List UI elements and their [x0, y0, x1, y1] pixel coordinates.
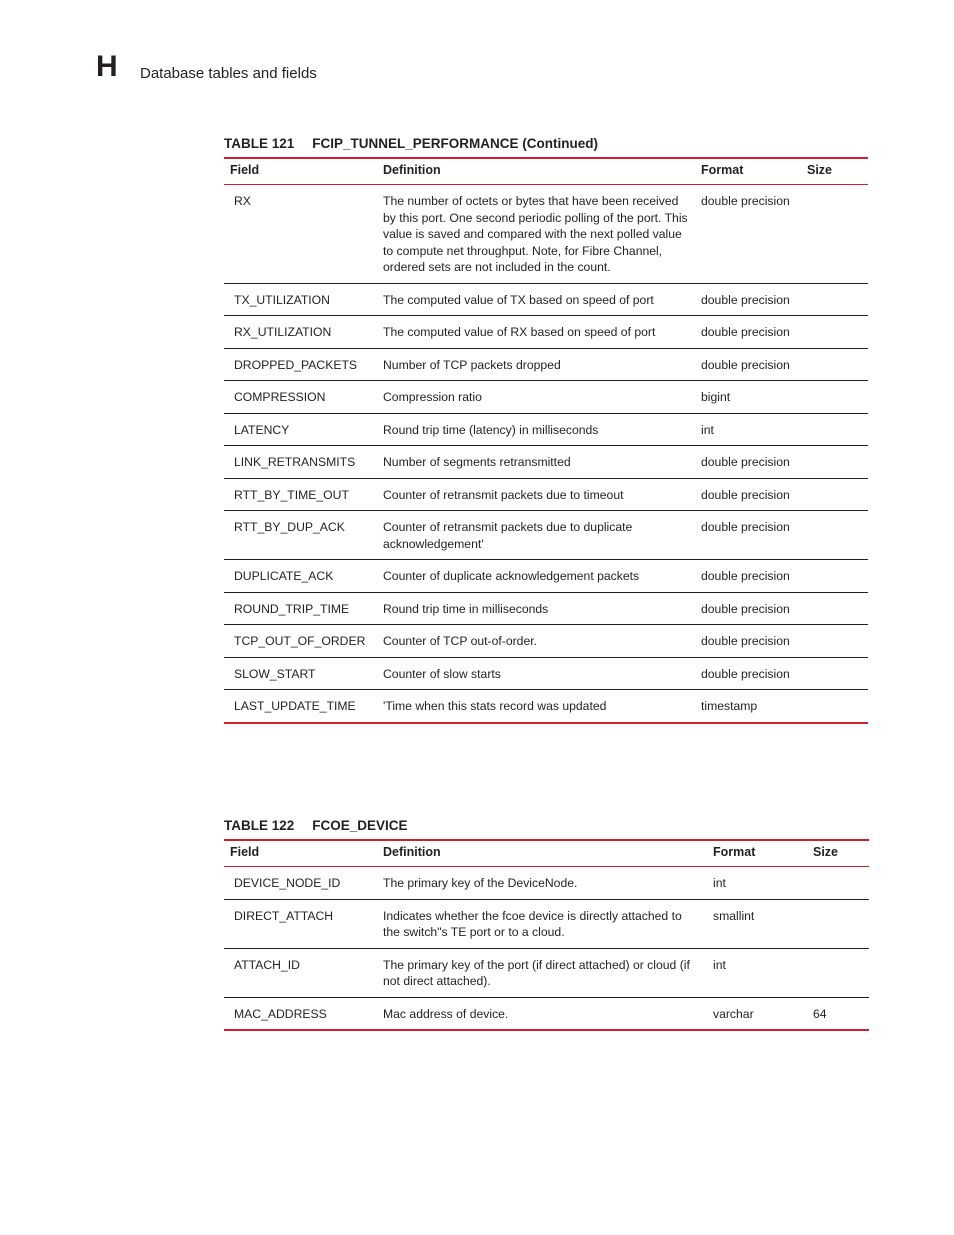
cell-definition: Counter of TCP out-of-order. [383, 625, 695, 658]
table-122-label: TABLE 122 [224, 818, 295, 833]
cell-format: int [695, 413, 801, 446]
table-row [224, 625, 868, 658]
table-121-title: FCIP_TUNNEL_PERFORMANCE (Continued) [312, 136, 599, 151]
table-row [224, 997, 869, 1030]
table-header-row [224, 158, 868, 185]
cell-field: RTT_BY_DUP_ACK [224, 511, 383, 560]
cell-format: double precision [695, 657, 801, 690]
running-header-title: Database tables and fields [140, 65, 317, 82]
table-row [224, 381, 868, 414]
column-header-format: Format [707, 840, 807, 867]
cell-size [801, 690, 868, 723]
cell-field: RX [224, 185, 383, 284]
table-122 [224, 839, 869, 1031]
cell-size [801, 560, 868, 593]
table-row [224, 690, 868, 723]
cell-definition: Number of TCP packets dropped [383, 348, 695, 381]
table-row [224, 657, 868, 690]
cell-field: SLOW_START [224, 657, 383, 690]
column-header-field: Field [224, 840, 383, 867]
cell-definition: Number of segments retransmitted [383, 446, 695, 479]
cell-definition: The number of octets or bytes that have been received by this port. One second periodic polling of the port. This value is saved and compared with the next polled value to compute net throughput. Note, for Fibre Channel, ordered sets are not included in the count. [383, 185, 695, 284]
cell-format: int [707, 948, 807, 997]
table-row [224, 511, 868, 560]
cell-format: double precision [695, 560, 801, 593]
cell-field: LAST_UPDATE_TIME [224, 690, 383, 723]
cell-format: double precision [695, 185, 801, 284]
table-row [224, 283, 868, 316]
cell-size: 64 [807, 997, 869, 1030]
cell-format: varchar [707, 997, 807, 1030]
table-row [224, 560, 868, 593]
cell-definition: Mac address of device. [383, 997, 707, 1030]
table-122-body [224, 867, 869, 1031]
cell-definition: The primary key of the DeviceNode. [383, 867, 707, 900]
cell-format: bigint [695, 381, 801, 414]
table-row [224, 478, 868, 511]
cell-definition: Counter of slow starts [383, 657, 695, 690]
cell-size [801, 657, 868, 690]
cell-field: DIRECT_ATTACH [224, 899, 383, 948]
table-row [224, 348, 868, 381]
cell-format: double precision [695, 316, 801, 349]
cell-definition: Indicates whether the fcoe device is directly attached to the switch"s TE port or to a cloud. [383, 899, 707, 948]
cell-size [801, 185, 868, 284]
table-row [224, 948, 869, 997]
cell-definition: The computed value of RX based on speed of port [383, 316, 695, 349]
table-121-label: TABLE 121 [224, 136, 295, 151]
cell-size [801, 478, 868, 511]
cell-field: COMPRESSION [224, 381, 383, 414]
cell-size [801, 592, 868, 625]
cell-size [801, 381, 868, 414]
cell-field: DUPLICATE_ACK [224, 560, 383, 593]
cell-format: double precision [695, 348, 801, 381]
cell-definition: Compression ratio [383, 381, 695, 414]
cell-definition: Round trip time in milliseconds [383, 592, 695, 625]
column-header-size: Size [807, 840, 869, 867]
cell-field: LATENCY [224, 413, 383, 446]
table-121-caption [224, 136, 598, 151]
cell-format: timestamp [695, 690, 801, 723]
cell-field: MAC_ADDRESS [224, 997, 383, 1030]
cell-field: ROUND_TRIP_TIME [224, 592, 383, 625]
table-row [224, 446, 868, 479]
chapter-letter: H [96, 50, 118, 83]
table-row [224, 413, 868, 446]
cell-size [807, 948, 869, 997]
cell-definition: The primary key of the port (if direct attached) or cloud (if not direct attached). [383, 948, 707, 997]
cell-size [801, 511, 868, 560]
cell-size [801, 413, 868, 446]
cell-definition: Counter of retransmit packets due to timeout [383, 478, 695, 511]
cell-field: TX_UTILIZATION [224, 283, 383, 316]
cell-format: double precision [695, 478, 801, 511]
column-header-definition: Definition [383, 158, 695, 185]
cell-size [801, 283, 868, 316]
table-122-caption [224, 818, 408, 833]
table-121 [224, 157, 868, 724]
cell-size [807, 899, 869, 948]
table-row [224, 867, 869, 900]
cell-definition: 'Time when this stats record was updated [383, 690, 695, 723]
cell-field: DROPPED_PACKETS [224, 348, 383, 381]
cell-definition: Counter of duplicate acknowledgement packets [383, 560, 695, 593]
table-header-row [224, 840, 869, 867]
cell-size [801, 625, 868, 658]
cell-field: TCP_OUT_OF_ORDER [224, 625, 383, 658]
cell-size [801, 316, 868, 349]
cell-field: DEVICE_NODE_ID [224, 867, 383, 900]
cell-field: ATTACH_ID [224, 948, 383, 997]
cell-format: int [707, 867, 807, 900]
cell-definition: Counter of retransmit packets due to duplicate acknowledgement' [383, 511, 695, 560]
cell-definition: The computed value of TX based on speed of port [383, 283, 695, 316]
cell-format: smallint [707, 899, 807, 948]
cell-format: double precision [695, 511, 801, 560]
cell-size [807, 867, 869, 900]
table-row [224, 899, 869, 948]
cell-size [801, 348, 868, 381]
table-row [224, 592, 868, 625]
cell-format: double precision [695, 592, 801, 625]
cell-field: RTT_BY_TIME_OUT [224, 478, 383, 511]
column-header-definition: Definition [383, 840, 707, 867]
column-header-field: Field [224, 158, 383, 185]
table-121-body [224, 185, 868, 723]
table-122-title: FCOE_DEVICE [312, 818, 408, 833]
cell-format: double precision [695, 446, 801, 479]
cell-format: double precision [695, 625, 801, 658]
cell-field: RX_UTILIZATION [224, 316, 383, 349]
table-row [224, 185, 868, 284]
cell-format: double precision [695, 283, 801, 316]
cell-definition: Round trip time (latency) in milliseconds [383, 413, 695, 446]
table-row [224, 316, 868, 349]
column-header-format: Format [695, 158, 801, 185]
column-header-size: Size [801, 158, 868, 185]
cell-size [801, 446, 868, 479]
cell-field: LINK_RETRANSMITS [224, 446, 383, 479]
